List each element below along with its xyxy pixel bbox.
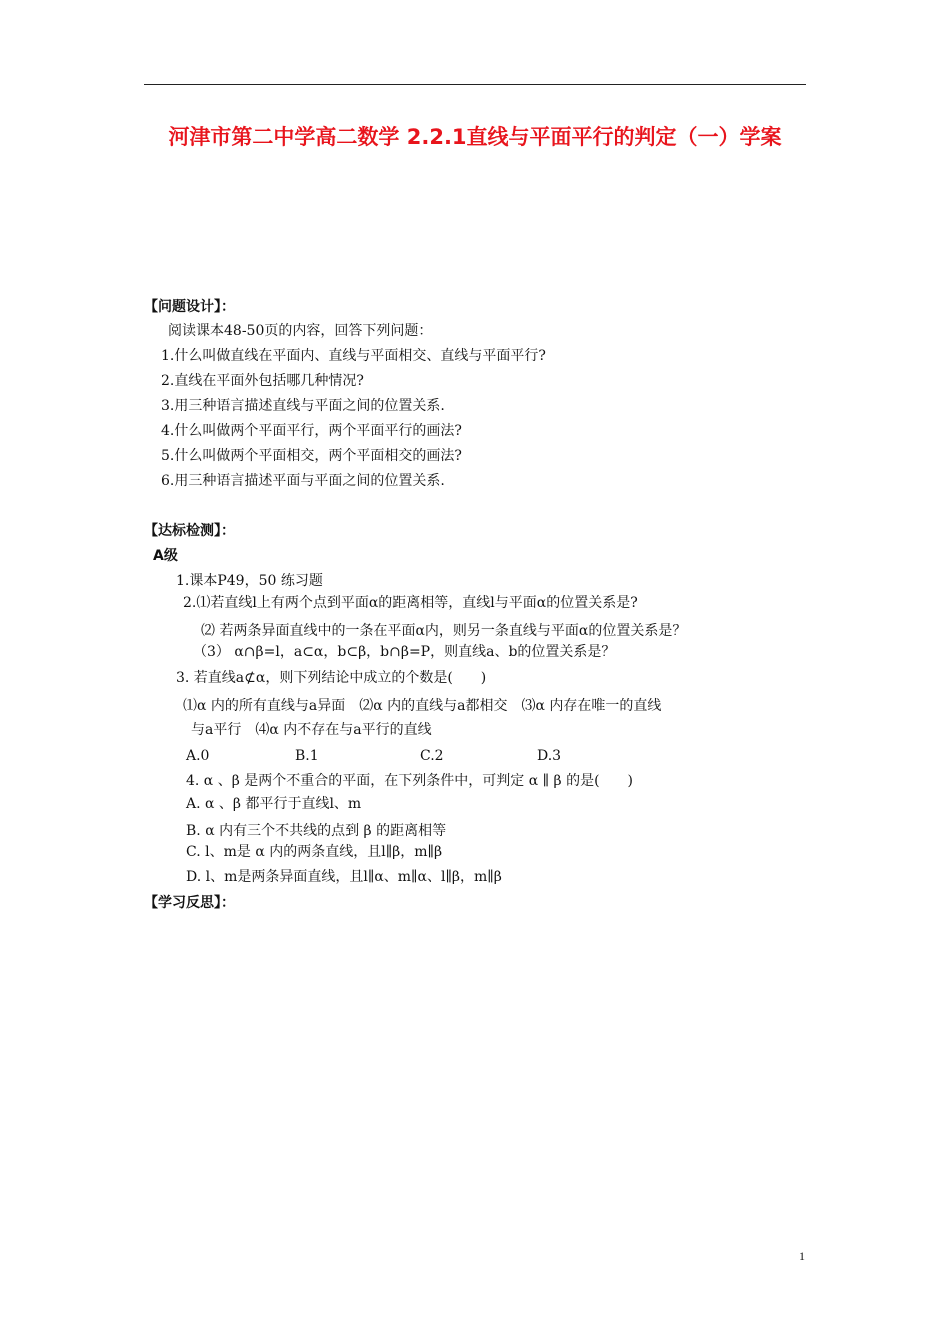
- page-number: 1: [799, 1249, 805, 1263]
- exercise-3-options: [186, 747, 586, 765]
- exercise-3-statements-cont: 与a平行 ⑷α 内不存在与a平行的直线: [191, 722, 432, 738]
- exercise-4-option: B. α 内有三个不共线的点到 β 的距离相等: [186, 823, 447, 839]
- exercise-3: 3. 若直线a⊄α，则下列结论中成立的个数是( ): [176, 670, 487, 686]
- exercise-4-option: A. α 、β 都平行于直线l、m: [186, 796, 362, 812]
- section-heading-reflection: 【学习反思】：: [144, 895, 235, 911]
- option-c: C.2: [420, 748, 444, 764]
- question-item: 2.直线在平面外包括哪几种情况?: [161, 373, 364, 389]
- exercise-4-option: C. l、m是 α 内的两条直线，且l∥β，m∥β: [186, 844, 443, 860]
- question-item: 6.用三种语言描述平面与平面之间的位置关系.: [161, 473, 445, 489]
- exercise-2a: 2.⑴若直线l上有两个点到平面α的距离相等，直线l与平面α的位置关系是?: [183, 595, 638, 611]
- question-item: 4.什么叫做两个平面平行，两个平面平行的画法?: [161, 423, 462, 439]
- exercise-4-option: D. l、m是两条异面直线，且l∥α、m∥α、l∥β，m∥β: [186, 869, 502, 885]
- option-a: A.0: [186, 748, 210, 764]
- level-label: A级: [153, 548, 178, 564]
- section-heading-assessment: 【达标检测】：: [144, 523, 235, 539]
- question-item: 3.用三种语言描述直线与平面之间的位置关系.: [161, 398, 445, 414]
- reading-instruction: 阅读课本48-50页的内容，回答下列问题：: [168, 323, 433, 339]
- header-rule: [144, 84, 806, 85]
- exercise-4: 4. α 、β 是两个不重合的平面，在下列条件中，可判定 α ∥ β 的是( ): [186, 773, 633, 789]
- exercise-1: 1.课本P49，50 练习题: [176, 573, 323, 589]
- option-b: B.1: [295, 748, 319, 764]
- exercise-3-statements: ⑴α 内的所有直线与a异面 ⑵α 内的直线与a都相交 ⑶α 内存在唯一的直线: [183, 698, 662, 714]
- question-item: 1.什么叫做直线在平面内、直线与平面相交、直线与平面平行?: [161, 348, 546, 364]
- question-item: 5.什么叫做两个平面相交，两个平面相交的画法?: [161, 448, 462, 464]
- option-d: D.3: [537, 748, 562, 764]
- document-title: 河津市第二中学高二数学 2.2.1直线与平面平行的判定（一）学案: [168, 125, 782, 149]
- section-heading-question-design: 【问题设计】：: [144, 299, 235, 315]
- exercise-2b: ⑵ 若两条异面直线中的一条在平面α内，则另一条直线与平面α的位置关系是？: [201, 623, 687, 639]
- exercise-2c: （3） α∩β=l，a⊂α，b⊂β，b∩β=P，则直线a、b的位置关系是？: [193, 644, 616, 660]
